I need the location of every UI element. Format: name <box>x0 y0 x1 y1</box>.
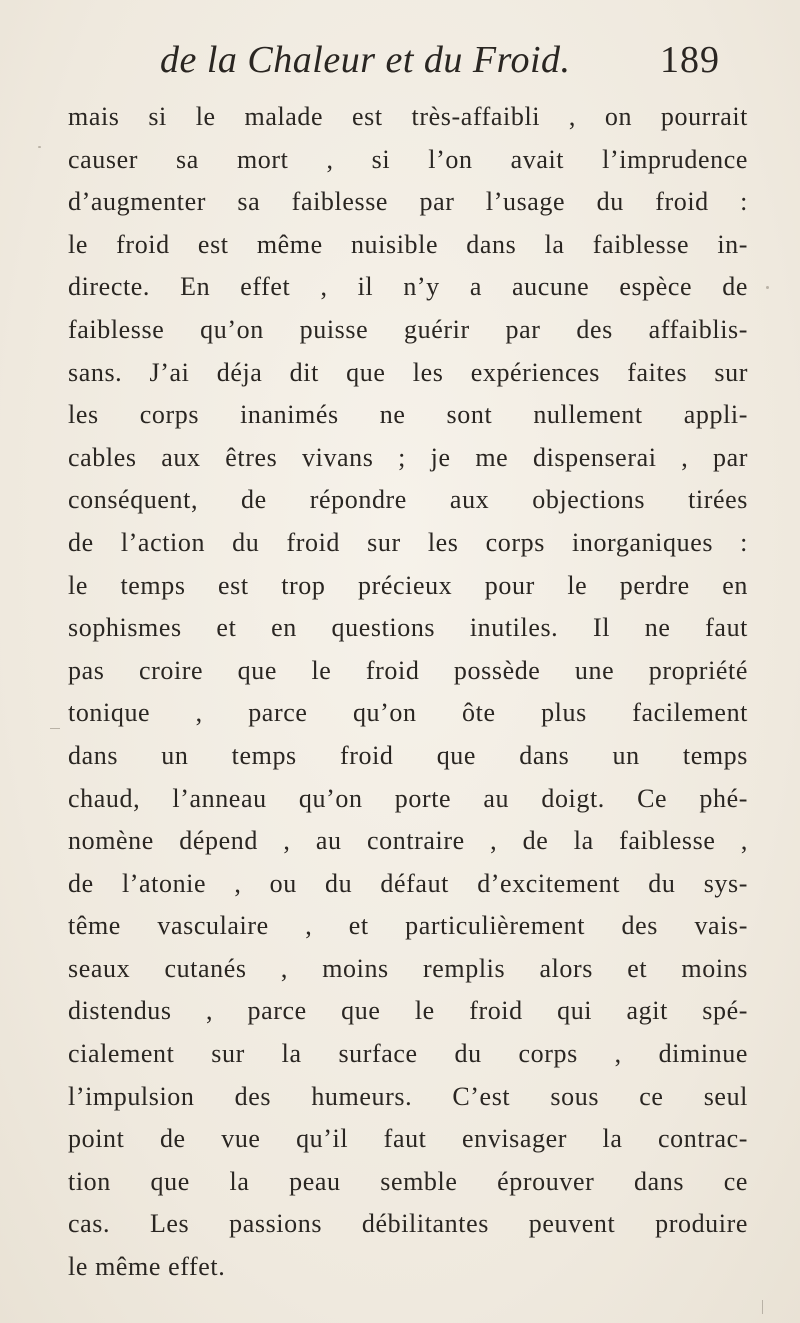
text-line: d’augmenter sa faiblesse par l’usage du froid : <box>68 187 748 217</box>
running-title: de la Chaleur et du Froid. <box>160 39 571 81</box>
text-line: le froid est même nuisible dans la faiblesse in- <box>68 229 748 259</box>
text-line: le temps est trop précieux pour le perdre en <box>68 570 748 600</box>
text-line: sophismes et en questions inutiles. Il ne faut <box>68 613 748 643</box>
text-line: mais si le malade est très-affaibli , on pourrait <box>68 102 748 131</box>
text-line: les corps inanimés ne sont nullement appli- <box>68 400 748 430</box>
text-line: dans un temps froid que dans un temps <box>68 740 748 770</box>
page-number: 189 <box>660 39 720 81</box>
paper-speck <box>766 286 769 289</box>
running-head <box>160 38 720 88</box>
text-line: tion que la peau semble éprouver dans ce <box>68 1166 748 1196</box>
text-line: le même effet. <box>68 1252 226 1282</box>
text-line: nomène dépend , au contraire , de la faiblesse , <box>68 826 748 856</box>
text-line: causer sa mort , si l’on avait l’imprudence <box>68 144 748 174</box>
paper-speck <box>38 146 41 148</box>
text-line: faiblesse qu’on puisse guérir par des affaiblis- <box>68 314 748 344</box>
paper-speck <box>762 1300 763 1314</box>
text-line: tonique , parce qu’on ôte plus facilement <box>68 698 748 728</box>
text-line: pas croire que le froid possède une propriété <box>68 655 748 685</box>
text-line: cables aux êtres vivans ; je me dispenserai , par <box>68 442 748 472</box>
body-text <box>68 96 748 1289</box>
text-line: de l’atonie , ou du défaut d’excitement du sys- <box>68 868 748 898</box>
text-line: cialement sur la surface du corps , diminue <box>68 1039 748 1069</box>
text-line: cas. Les passions débilitantes peuvent produire <box>68 1209 748 1239</box>
text-line: point de vue qu’il faut envisager la contrac- <box>68 1124 748 1154</box>
text-line: directe. En effet , il n’y a aucune espèce de <box>68 272 748 302</box>
text-line: conséquent, de répondre aux objections tirées <box>68 485 748 515</box>
text-line: l’impulsion des humeurs. C’est sous ce seul <box>68 1081 748 1111</box>
text-line: de l’action du froid sur les corps inorganiques : <box>68 527 748 557</box>
text-line: seaux cutanés , moins remplis alors et moins <box>68 953 748 983</box>
text-line: tême vasculaire , et particulièrement des vais- <box>68 911 748 941</box>
paper-speck <box>50 728 60 729</box>
text-line: sans. J’ai déja dit que les expériences faites sur <box>68 357 748 387</box>
text-line: chaud, l’anneau qu’on porte au doigt. Ce phé- <box>68 783 748 813</box>
text-line: distendus , parce que le froid qui agit spé- <box>68 996 748 1026</box>
